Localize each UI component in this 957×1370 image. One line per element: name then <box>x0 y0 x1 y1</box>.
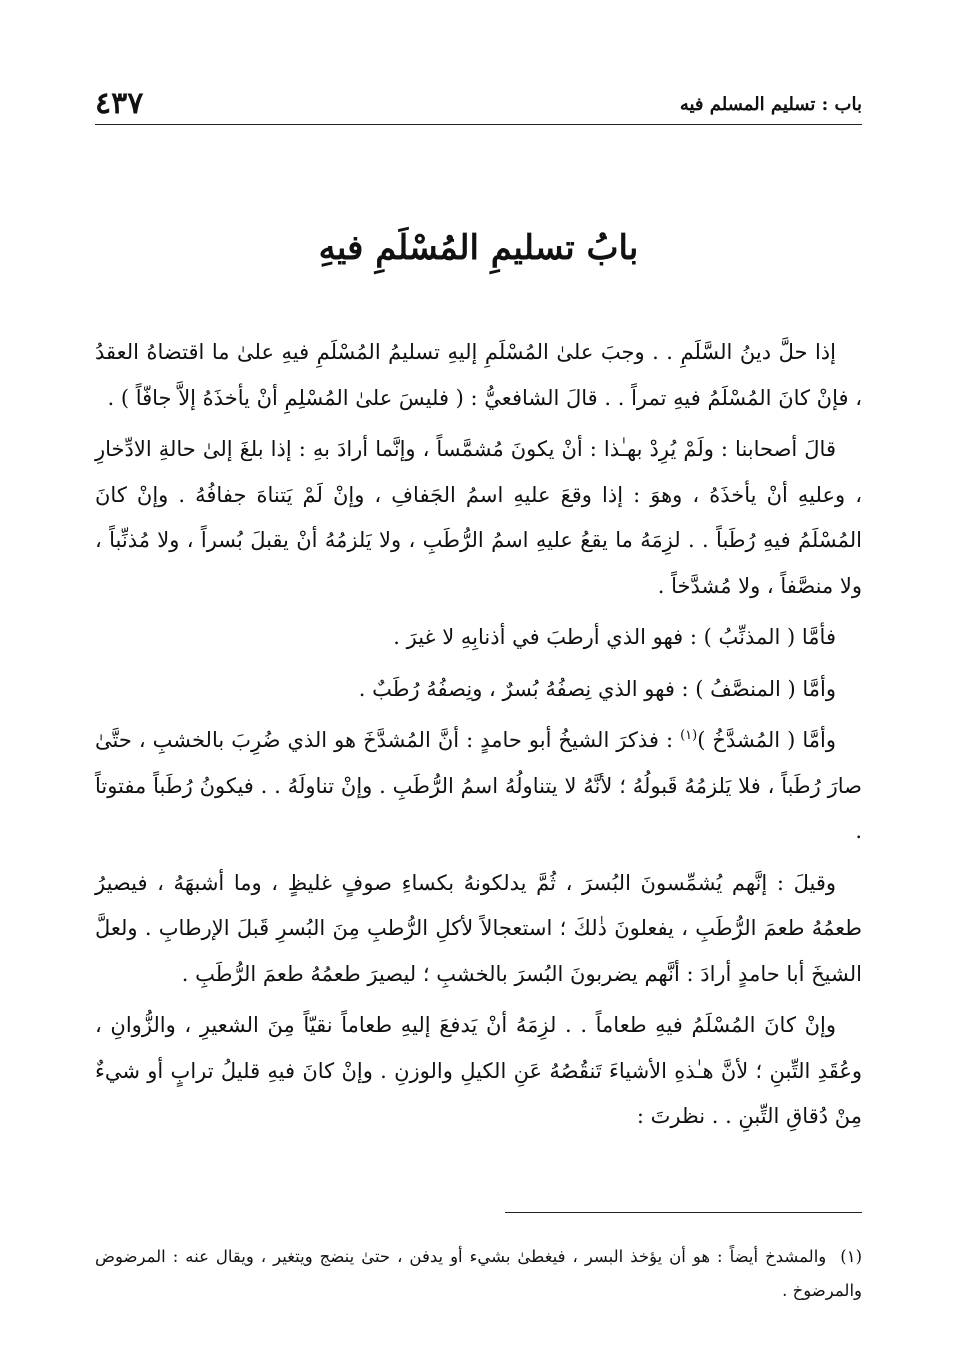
page-number: ٤٣٧ <box>95 86 144 121</box>
paragraph: إذا حلَّ دينُ السَّلَمِ . . وجبَ علىٰ المُسْلَمِ إليهِ تسليمُ المُسْلَمِ فيهِ علىٰ ما اقتضاهُ العقدُ ، فإنْ كانَ المُسْلَمُ فيهِ تمراً . . قالَ الشافعيُّ : ( فليسَ علىٰ المُسْلِمِ أنْ يأخذَهُ إلاَّ جافّاً ) . <box>95 340 862 410</box>
paragraph: فأمَّا ( المذنِّبُ ) : فهو الذي أرطبَ في أذنابِهِ لا غيرَ . <box>393 625 836 649</box>
chapter-title: بابُ تسليمِ المُسْلَمِ فيهِ <box>318 228 639 268</box>
paragraph: وإنْ كانَ المُسْلَمُ فيهِ طعاماً . . لزِمَهُ أنْ يَدفعَ إليهِ طعاماً نقيّاً مِنَ الشعيرِ ، والزُّوانِ ، وعُقَدِ التِّبنِ ؛ لأنَّ هـٰذهِ الأشياءَ تَنقُصُهُ عَنِ الكيلِ والوزنِ . وإنْ كانَ فيهِ قليلُ ترابٍ أو شيءٌ مِنْ دُقاقِ التِّبنِ . . نظرتَ : <box>95 1013 862 1128</box>
running-title: باب : تسليم المسلم فيه <box>679 94 862 115</box>
page-header <box>95 84 862 125</box>
paragraph-mushaddakh <box>95 718 862 855</box>
body-text <box>95 330 862 1146</box>
paragraph-intro: وأمَّا ( المُشدَّخُ ) <box>697 728 836 752</box>
paragraph: وأمَّا ( المنصَّفُ ) : فهو الذي نِصفُهُ بُسرٌ ، ونِصفُهُ رُطَبٌ . <box>358 676 836 701</box>
footnote-marker: (١) <box>680 728 698 743</box>
paragraph: قالَ أصحابنا : ولَمْ يُرِدْ بهـٰذا : أنْ يكونَ مُشمَّساً ، وإنَّما أرادَ بهِ : إذا بلغَ إلىٰ حالةِ الادِّخارِ ، وعليهِ أنْ يأخذَهُ ، وهوَ : إذا وقعَ عليهِ اسمُ الجَفافِ ، وإنْ لَمْ يَتناهَ جفافُهُ . وإنْ كانَ المُسْلَمُ فيهِ رُطَباً . . لزِمَهُ ما يقعُ عليهِ اسمُ الرُّطَبِ ، ولا يَلزمُهُ أنْ يقبلَ بُسراً ، ولا مُذنِّباً ، ولا منصَّفاً ، ولا مُشدَّخاً . <box>95 437 862 598</box>
footnote-text: والمشدخ أيضاً : هو أن يؤخذ البسر ، فيغطىٰ بشيء أو يدفن ، حتىٰ ينضج ويتغير ، ويقال عنه : المرضوض والمرضوخ . <box>95 1247 862 1300</box>
footnote <box>95 1240 862 1308</box>
paragraph: وقيلَ : إنَّهم يُشمِّسونَ البُسرَ ، ثُمَّ يدلكونهُ بكساءِ صوفٍ غليظٍ ، وما أشبهَهُ ، فيصيرُ طعمُهُ طعمَ الرُّطَبِ ، يفعلونَ ذٰلكَ ؛ استعجالاً لأكلِ الرُّطبِ مِنَ البُسرِ قَبلَ الإرطابِ . ولعلَّ الشيخَ أبا حامدٍ أرادَ : أنَّهم يضربونَ البُسرَ بالخشبِ ؛ ليصيرَ طعمُهُ طعمَ الرُّطَبِ . <box>95 870 862 986</box>
footnote-number: (١) <box>840 1247 862 1266</box>
footnote-divider <box>505 1212 862 1213</box>
paragraph-rest: : فذكرَ الشيخُ أبو حامدٍ : أنَّ المُشدَّخَ هو الذي ضُرِبَ بالخشبِ ، حتَّىٰ صارَ رُطَباً ، فلا يَلزمُهُ قَبولُهُ ؛ لأنَّهُ لا يتناولُهُ اسمُ الرُّطَبِ . وإنْ تناولَهُ . . فيكونُ رُطَباً مفتوتاً . <box>95 728 862 843</box>
